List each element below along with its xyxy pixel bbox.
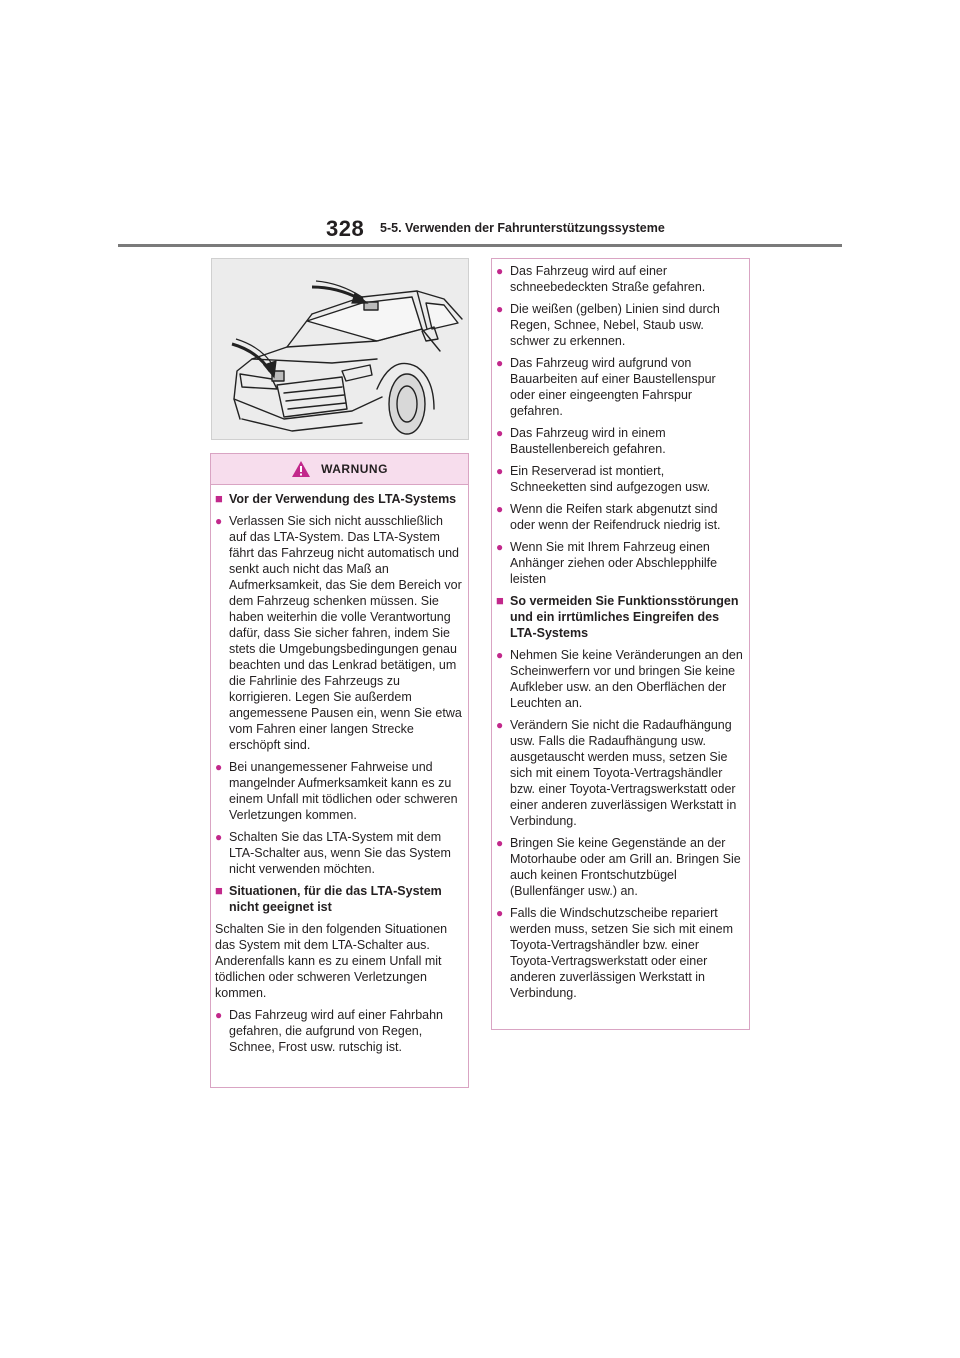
circle-bullet-icon: ● (496, 836, 504, 850)
continued-list-item: ● Bringen Sie keine Gegenstände an der Motorhaube oder am Grill an. Bringen Sie auch keinen Frontschutzbügel (Bullenfänger usw.) an. (496, 836, 741, 898)
square-bullet-icon: ■ (215, 491, 223, 506)
circle-bullet-icon: ● (496, 464, 504, 478)
continued-list-item: ● Wenn die Reifen stark abgenutzt sind oder wenn der Reifendruck niedrig ist. (496, 502, 721, 532)
continued-list-item: ● Nehmen Sie keine Veränderungen an den Scheinwerfern vor und bringen Sie keine Aufkleber usw. an den Oberflächen der Leuchten an. (496, 648, 743, 710)
circle-bullet-icon: ● (496, 502, 504, 516)
continued-list-item: ● Die weißen (gelben) Linien sind durch Regen, Schnee, Nebel, Staub usw. schwer zu erkennen. (496, 302, 720, 348)
circle-bullet-icon: ● (215, 760, 223, 774)
warning-paragraph: Schalten Sie in den folgenden Situationen das System mit dem LTA-Schalter aus. Anderenfalls kann es zu einem Unfall mit tödlichen oder schweren Verletzungen kommen. (215, 922, 448, 1000)
warning-box-continued (491, 258, 750, 1030)
continued-content (492, 259, 749, 1001)
warning-box (210, 453, 469, 1088)
section-title: 5-5. Verwenden der Fahrunterstützungssysteme (380, 221, 665, 235)
continued-list-item: ● Das Fahrzeug wird aufgrund von Bauarbeiten auf einer Baustellenspur oder einer eingeengten Fahrspur gefahren. (496, 356, 716, 418)
circle-bullet-icon: ● (496, 906, 504, 920)
circle-bullet-icon: ● (496, 302, 504, 316)
circle-bullet-icon: ● (496, 426, 504, 440)
warning-content (211, 485, 468, 1055)
continued-list-item: ● Wenn Sie mit Ihrem Fahrzeug einen Anhänger ziehen oder Abschlepphilfe leisten (496, 540, 718, 586)
continued-list-item: ● Das Fahrzeug wird auf einer schneebedeckten Straße gefahren. (496, 264, 706, 294)
warning-heading: ■ Vor der Verwendung des LTA-Systems (215, 491, 457, 506)
circle-bullet-icon: ● (496, 264, 504, 278)
continued-list-item: ● Falls die Windschutzscheibe repariert werden muss, setzen Sie sich mit einem Toyota-Vertragshändler bzw. einer Toyota-Vertragswerkstatt oder einer anderen zuverlässigen Werkstatt in Verbindung. (496, 906, 734, 1000)
warning-list-item: ● Verlassen Sie sich nicht ausschließlich auf das LTA-System. Das LTA-System fährt das Fahrzeug nicht automatisch und senkt auch nicht das Maß an Aufmerksamkeit, das Sie dem Bereich vor dem Fahrzeug schenken müssen. Sie haben weiterhin die volle Verantwortung dafür, dass Sie sicher fahren, indem Sie stets die Umgebungsbedingungen genau beachten und das Lenkrad betätigen, um die Fahrlinie des Fahrzeugs zu korrigieren. Legen Sie außerdem angemessene Pausen ein, wenn Sie etwa vom Fahren einer langen Strecke erschöpft sind. (215, 514, 462, 752)
warning-title: WARNUNG (321, 462, 388, 476)
continued-list-item: ● Das Fahrzeug wird in einem Baustellenbereich gefahren. (496, 426, 666, 456)
circle-bullet-icon: ● (496, 356, 504, 370)
warning-list-item: ● Das Fahrzeug wird auf einer Fahrbahn gefahren, die aufgrund von Regen, Schnee, Frost usw. rutschig ist. (215, 1008, 444, 1054)
warning-triangle-icon (291, 460, 311, 478)
square-bullet-icon: ■ (496, 593, 504, 608)
header-rule (118, 244, 842, 247)
page-number: 328 (326, 216, 365, 241)
warning-header (211, 454, 468, 485)
vehicle-illustration (211, 258, 469, 440)
circle-bullet-icon: ● (496, 540, 504, 554)
continued-list-item: ● Verändern Sie nicht die Radaufhängung usw. Falls die Radaufhängung usw. ausgetauscht werden muss, setzen Sie sich mit einem Toyota-Vertragshändler bzw. einer Toyota-Vertragswerkstatt oder einer anderen zuverlässigen Werkstatt in Verbindung. (496, 718, 737, 828)
circle-bullet-icon: ● (215, 830, 223, 844)
warning-list-item: ● Schalten Sie das LTA-System mit dem LTA-Schalter aus, wenn Sie das System nicht verwenden möchten. (215, 830, 451, 876)
warning-list-item: ● Bei unangemessener Fahrweise und mangelnder Aufmerksamkeit kann es zu einem Unfall mit tödlichen oder schweren Verletzungen kommen. (215, 760, 458, 822)
circle-bullet-icon: ● (496, 718, 504, 732)
continued-list-item: ● Ein Reserverad ist montiert, Schneeketten sind aufgezogen usw. (496, 464, 711, 494)
continued-heading: ■ So vermeiden Sie Funktionsstörungen und ein irrtümliches Eingreifen des LTA-Systems (496, 593, 739, 640)
circle-bullet-icon: ● (215, 514, 223, 528)
circle-bullet-icon: ● (215, 1008, 223, 1022)
circle-bullet-icon: ● (496, 648, 504, 662)
square-bullet-icon: ■ (215, 883, 223, 898)
car-front-drawing (212, 259, 468, 439)
warning-heading: ■ Situationen, für die das LTA-System nicht geeignet ist (215, 883, 442, 914)
